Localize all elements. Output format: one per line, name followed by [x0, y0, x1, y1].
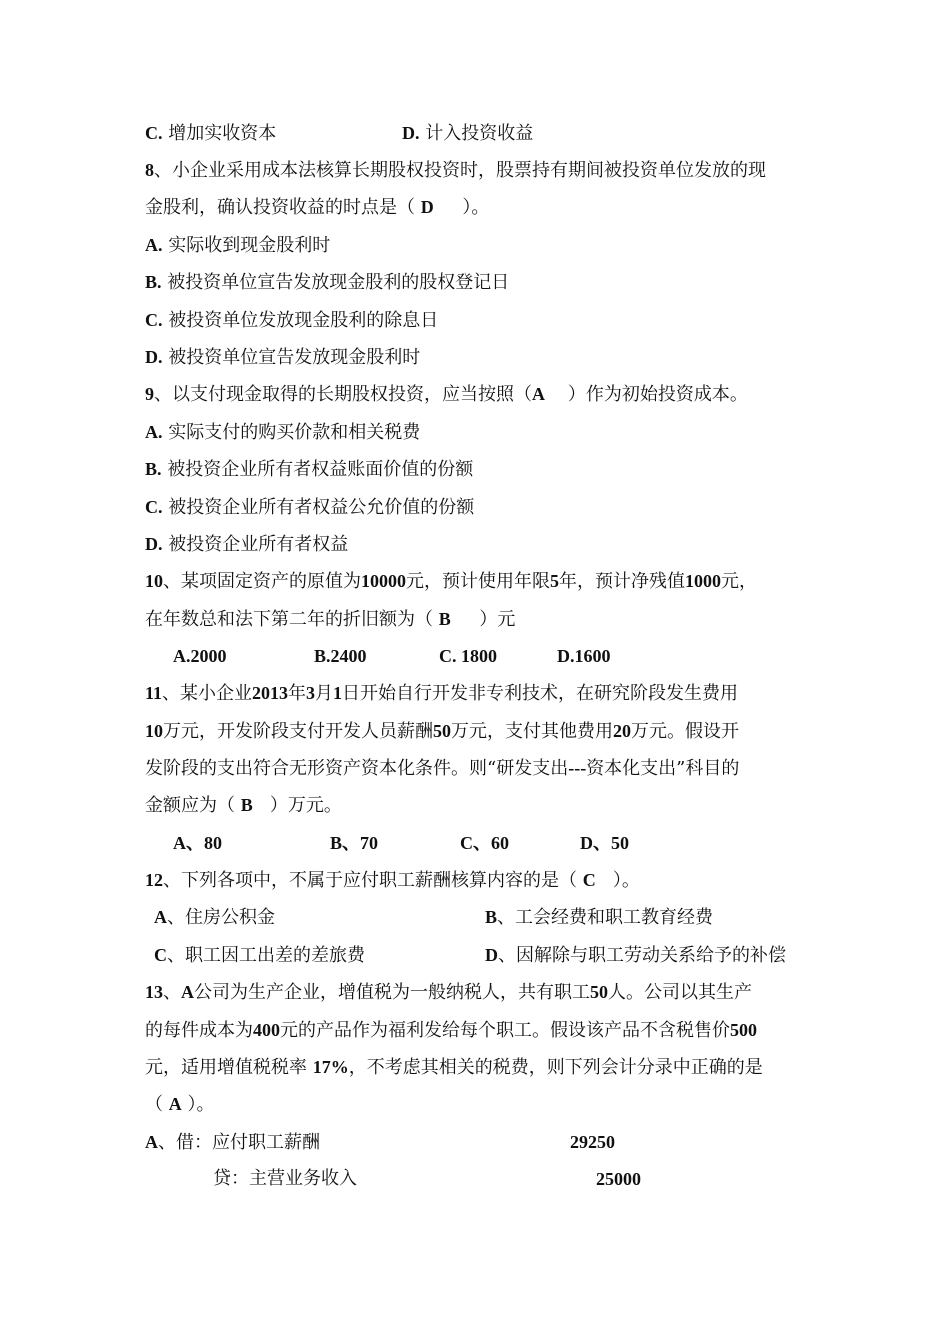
- option-text: 、工会经费和职工教育经费: [497, 907, 714, 928]
- q9-option-d: [145, 532, 348, 557]
- option-label: C.: [145, 123, 163, 143]
- q11-stem-line3: [145, 756, 739, 781]
- value: 50: [590, 982, 608, 1002]
- q10-option-a: A.2000: [173, 646, 227, 666]
- question-text: 年，预计净残值: [559, 571, 685, 592]
- q8-option-a: [145, 233, 330, 258]
- q8-stem-line2: [145, 195, 489, 220]
- q12-stem: [145, 868, 640, 893]
- question-number: 12: [145, 870, 163, 890]
- option-label: A: [145, 1132, 158, 1152]
- option-label: C.: [145, 497, 163, 517]
- question-text: 元，适用增值税税率: [145, 1057, 307, 1078]
- q9-option-c: [145, 495, 474, 520]
- q11-stem-line1: [145, 681, 738, 706]
- option-text: 增加实收资本: [168, 123, 277, 144]
- question-text: （: [145, 1094, 163, 1115]
- option-text: 、职工因工出差的差旅费: [167, 945, 365, 966]
- value: 500: [730, 1020, 757, 1040]
- question-text: 金额应为（: [145, 795, 235, 816]
- q9-option-b: [145, 457, 473, 482]
- question-text: 、小企业采用成本法核算长期股权投资时，股票持有期间被投资单位发放的现: [154, 160, 766, 181]
- question-text: 万元，开发阶段支付开发人员薪酬: [163, 721, 433, 742]
- answer: B: [438, 609, 451, 629]
- option-label: A.: [145, 422, 163, 442]
- question-text: 发阶段的支出符合无形资产资本化条件。则“研发支出: [145, 758, 569, 779]
- question-text: 元的产品作为福利发给每个职工。假设该产品不含税售价: [280, 1020, 730, 1041]
- question-text: 年: [288, 683, 307, 704]
- question-text: 万元。假设开: [631, 721, 739, 742]
- question-text: ）万元。: [269, 795, 342, 816]
- question-text: ）。: [612, 870, 640, 891]
- q12-option-d: [485, 943, 786, 968]
- option-label: C: [154, 945, 167, 965]
- option-label: B.: [145, 459, 162, 479]
- q8-option-b: [145, 270, 509, 295]
- q13-stem-line4: [145, 1092, 214, 1117]
- option-label: D: [485, 945, 498, 965]
- question-text: 元，: [721, 571, 757, 592]
- value: 1: [333, 683, 343, 703]
- question-text: ，不考虑其相关的税费，则下列会计分录中正确的是: [348, 1057, 763, 1078]
- q8-stem-line1: [145, 158, 766, 183]
- question-text: 的每件成本为: [145, 1020, 253, 1041]
- option-text: 、住房公积金: [167, 907, 275, 928]
- question-text: 月: [315, 683, 334, 704]
- q8-option-d: [145, 345, 420, 370]
- question-text: 、以支付现金取得的长期股权投资，应当按照（: [154, 384, 532, 405]
- q13-stem-line1: [145, 980, 752, 1005]
- entry-text: 、借：应付职工薪酬: [158, 1132, 320, 1153]
- option-text: 实际支付的购买价款和相关税费: [168, 422, 421, 443]
- q11-option-b: B、70: [330, 833, 379, 853]
- value: 5: [550, 571, 559, 591]
- question-text: 日开始自行开发非专利技术，在研究阶段发生费用: [342, 683, 739, 704]
- q12-option-c: [154, 943, 365, 968]
- value: 10: [145, 721, 163, 741]
- question-text: ）。: [462, 197, 490, 218]
- option-label: B.: [145, 272, 162, 292]
- q10-option-d: D.1600: [557, 646, 611, 666]
- q13-entry-a-credit: 贷：主营业务收入: [213, 1168, 357, 1189]
- value: 1000: [685, 571, 721, 591]
- option-text: 实际收到现金股利时: [168, 235, 331, 256]
- question-text: 元，预计使用年限: [406, 571, 550, 592]
- question-text: ）。: [187, 1094, 215, 1115]
- question-number: 11: [145, 683, 163, 703]
- q11-option-d: D、50: [580, 833, 629, 853]
- q7-option-c: [145, 121, 276, 146]
- answer: C: [582, 870, 596, 890]
- value: 17%: [312, 1057, 349, 1077]
- q10-option-b: B.2400: [314, 646, 367, 666]
- value: 2013: [252, 683, 289, 703]
- q11-option-c: C、60: [460, 833, 509, 853]
- option-text: 计入投资收益: [425, 123, 534, 144]
- question-number: 9: [145, 384, 154, 404]
- q9-option-a: [145, 420, 420, 445]
- option-text: 被投资企业所有者权益账面价值的份额: [167, 459, 474, 480]
- q11-option-a: A、80: [173, 833, 222, 853]
- value: 50: [433, 721, 451, 741]
- question-text: 、: [163, 982, 181, 1003]
- answer: A: [168, 1094, 182, 1114]
- dashes: ---: [568, 758, 587, 778]
- option-text: 被投资单位发放现金股利的除息日: [168, 310, 439, 331]
- answer: D: [420, 197, 434, 217]
- option-text: 被投资企业所有者权益: [168, 534, 349, 555]
- question-text: 资本化支出”科目的: [586, 758, 740, 779]
- q13-entry-a-debit-amount: 29250: [570, 1132, 615, 1152]
- option-label: C.: [145, 310, 163, 330]
- answer: A: [532, 384, 545, 404]
- option-label: A: [154, 907, 167, 927]
- q13-stem-line3: [145, 1055, 763, 1080]
- value: 3: [306, 683, 316, 703]
- q7-option-d: [402, 121, 533, 146]
- option-label: D.: [145, 534, 163, 554]
- question-text: 、某小企业: [162, 683, 253, 704]
- question-text: 、某项固定资产的原值为: [163, 571, 361, 592]
- answer: B: [240, 795, 253, 815]
- question-text: 公司为生产企业，增值税为一般纳税人，共有职工: [194, 982, 590, 1003]
- value: 20: [613, 721, 631, 741]
- q11-stem-line2: [145, 719, 739, 744]
- question-text: ）作为初始投资成本。: [567, 384, 748, 405]
- question-text: 万元，支付其他费用: [451, 721, 613, 742]
- question-number: 10: [145, 571, 163, 591]
- option-label: D.: [402, 123, 420, 143]
- question-text: 、下列各项中，不属于应付职工薪酬核算内容的是（: [163, 870, 577, 891]
- q8-option-c: [145, 308, 438, 333]
- q9-stem: [145, 382, 748, 407]
- option-label: D.: [145, 347, 163, 367]
- q13-entry-a-credit-amount: 25000: [596, 1169, 641, 1189]
- question-text: 金股利，确认投资收益的时点是（: [145, 197, 415, 218]
- q13-entry-a-debit: [145, 1130, 320, 1155]
- option-label: A.: [145, 235, 163, 255]
- option-text: 、因解除与职工劳动关系给予的补偿: [498, 945, 786, 966]
- question-text: 人。公司以其生产: [608, 982, 752, 1003]
- option-text: 被投资单位宣告发放现金股利的股权登记日: [167, 272, 510, 293]
- q10-stem-line2: [145, 607, 515, 632]
- q10-stem-line1: [145, 569, 757, 594]
- value: 400: [253, 1020, 280, 1040]
- question-number: 13: [145, 982, 163, 1002]
- value: 10000: [361, 571, 406, 591]
- option-label: B: [485, 907, 498, 927]
- value: A: [181, 982, 194, 1002]
- question-text: 在年数总和法下第二年的折旧额为（: [145, 609, 433, 630]
- q13-stem-line2: [145, 1018, 757, 1043]
- q12-option-a: [154, 905, 275, 930]
- q10-option-c: C. 1800: [439, 646, 497, 666]
- question-number: 8: [145, 160, 154, 180]
- question-text: ）元: [479, 609, 516, 630]
- q12-option-b: [485, 905, 713, 930]
- option-text: 被投资单位宣告发放现金股利时: [168, 347, 421, 368]
- q11-stem-line4: [145, 793, 342, 818]
- option-text: 被投资企业所有者权益公允价值的份额: [168, 497, 475, 518]
